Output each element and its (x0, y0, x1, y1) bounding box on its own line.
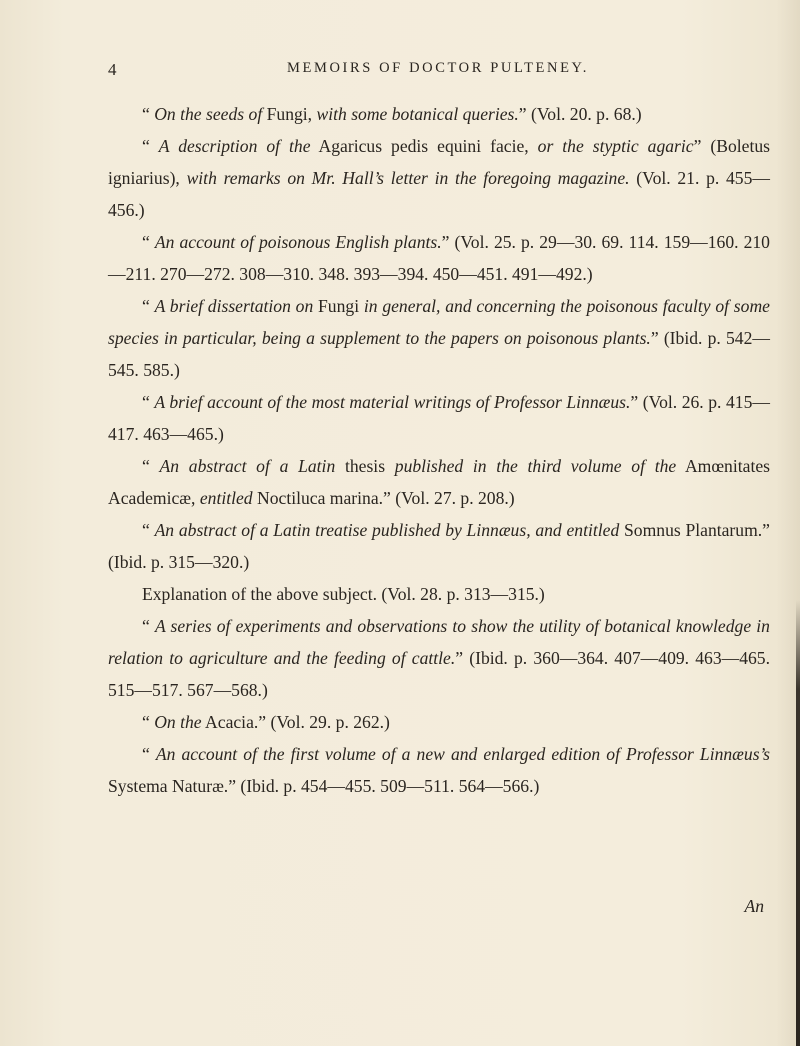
entry-italic-text: On the seeds of (154, 104, 263, 124)
entry-text: Noctiluca marina.” (Vol. 27. p. 208.) (252, 488, 515, 508)
entry-italic-text: with some botanical queries. (316, 104, 519, 124)
running-head: MEMOIRS OF DOCTOR PULTENEY. (287, 60, 589, 76)
page-header (108, 60, 768, 86)
bibliography-entry (108, 610, 770, 706)
page-number: 4 (108, 60, 118, 79)
entry-italic-text: A brief account of the most material writings of Professor Linnæus. (154, 392, 631, 412)
entry-italic-text: An account of the first volume of a new and enlarged edition of Professor Linnæus’s (155, 744, 770, 764)
bibliography-entry (108, 386, 770, 450)
entry-italic-text: entitled (199, 488, 253, 508)
entry-text: “ (142, 232, 155, 252)
entry-text: “ (142, 456, 160, 476)
entry-italic-text: A series of experiments and observations to show the utility of botanical knowledge in relation to agriculture and the feeding of cattle. (108, 616, 770, 668)
catchword: An (744, 896, 764, 916)
entry-italic-text: A brief dissertation on (154, 296, 314, 316)
entry-text: “ (142, 136, 159, 156)
entry-italic-text: On the (154, 712, 202, 732)
entry-text: “ (142, 616, 155, 636)
entry-text: Fungi, (262, 104, 317, 124)
entry-text: Somnus Plantarum.” (Ibid. p. 315—320.) (108, 520, 770, 572)
bibliography-entry (108, 130, 770, 226)
entry-text: “ (142, 392, 155, 412)
entry-text: Explanation of the above subject. (Vol. 28. p. 313—315.) (142, 584, 545, 604)
bibliography-entry (108, 450, 770, 514)
entry-text: ” (Ibid. p. 360—364. 407—409. 463—465. 515—517. 567—568.) (108, 648, 770, 700)
bibliography-entry (108, 514, 770, 578)
entry-text: ” (Boletus igniarius), (108, 136, 771, 188)
entry-italic-text: in general, and concerning the poisonous faculty of some species in particular, being a supplement to the papers on poisonous plants. (108, 296, 770, 348)
entry-italic-text: or the styptic agaric (537, 136, 694, 156)
entry-text: thesis (335, 456, 395, 476)
entry-text: Amœnitates Academicæ, (108, 456, 770, 508)
entry-text: “ (142, 744, 156, 764)
entry-text: Fungi (313, 296, 364, 316)
entry-italic-text: published in the third volume of the (394, 456, 677, 476)
bibliography-entry (108, 290, 770, 386)
entry-italic-text: with remarks on Mr. Hall’s letter in the foregoing magazine. (186, 168, 630, 188)
entry-text: (Vol. 21. p. 455—456.) (108, 168, 770, 220)
entry-text: ” (Vol. 25. p. 29—30. 69. 114. 159—160. 210—211. 270—272. 308—310. 348. 393—394. 450—451. 491—492.) (108, 232, 770, 284)
entry-text: ” (Ibid. p. 542—545. 585.) (108, 328, 770, 380)
entry-italic-text: An abstract of a Latin treatise published by Linnæus, and entitled (154, 520, 620, 540)
entry-text: Acacia.” (Vol. 29. p. 262.) (201, 712, 390, 732)
entry-text: Agaricus pedis equini facie, (310, 136, 538, 156)
entry-text: “ (142, 712, 155, 732)
entry-text: Systema Naturæ.” (Ibid. p. 454—455. 509—511. 564—566.) (108, 776, 540, 796)
bibliography-list (108, 98, 770, 802)
entry-italic-text: An abstract of a Latin (159, 456, 336, 476)
entry-text: “ (142, 520, 155, 540)
entry-text: ” (Vol. 20. p. 68.) (518, 104, 642, 124)
entry-text: ” (Vol. 26. p. 415—417. 463—465.) (108, 392, 770, 444)
entry-text: “ (142, 104, 155, 124)
entry-text: “ (142, 296, 155, 316)
entry-italic-text: A description of the (158, 136, 311, 156)
bibliography-entry (108, 226, 770, 290)
bibliography-entry (108, 738, 770, 802)
page-edge-shadow (796, 600, 800, 1046)
entry-italic-text: An account of poisonous English plants. (154, 232, 442, 252)
bibliography-entry (108, 706, 770, 738)
bibliography-entry (108, 98, 770, 130)
bibliography-entry (108, 578, 770, 610)
